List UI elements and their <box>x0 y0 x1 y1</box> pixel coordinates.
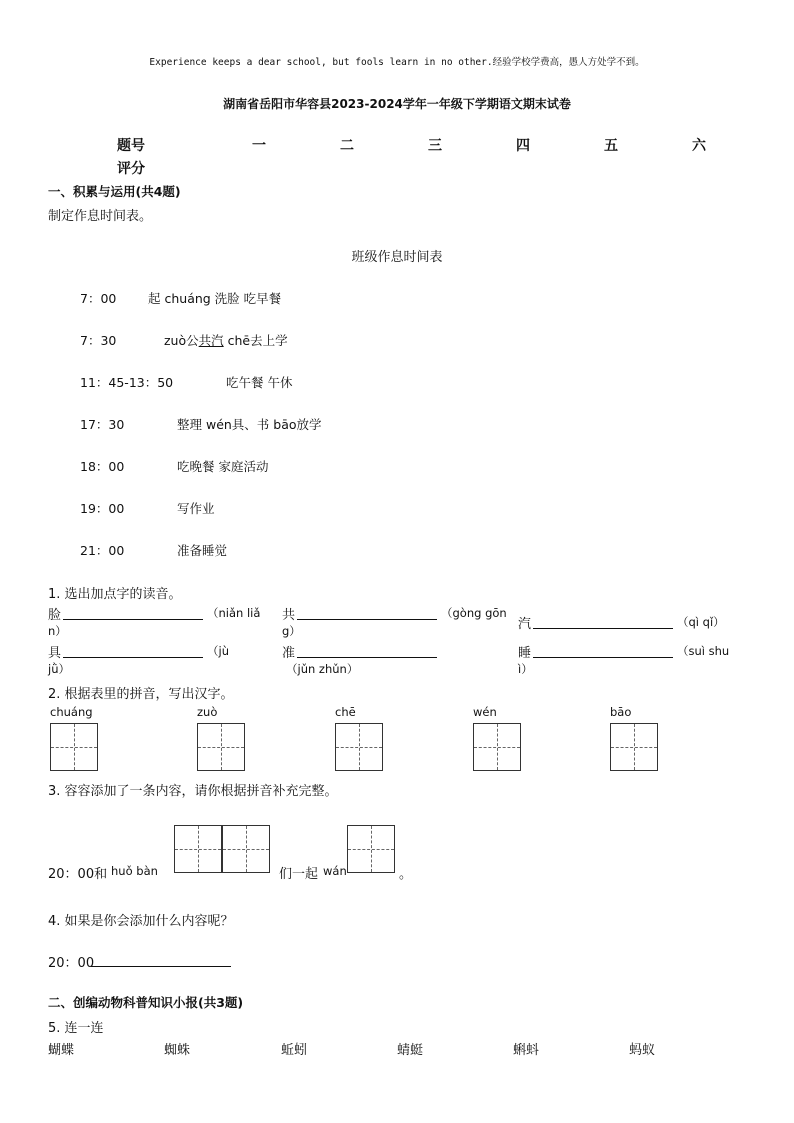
q5-prompt: 5. 连一连 <box>48 1021 104 1036</box>
score-col-1: 一 <box>252 138 266 154</box>
answer-line[interactable] <box>63 619 203 620</box>
schedule-activity: 吃晚餐 家庭活动 <box>177 459 269 474</box>
score-row2-label: 评分 <box>117 161 145 177</box>
answer-line[interactable] <box>533 628 673 629</box>
schedule-time: 11：45-13：50 <box>80 375 174 390</box>
q3-pinyin-1: huǒ bàn <box>111 864 158 878</box>
score-col-2: 二 <box>340 138 354 154</box>
q3-end: 。 <box>399 867 413 882</box>
schedule-activity: 吃午餐 午休 <box>226 375 293 390</box>
q1-char: 共 <box>282 608 296 623</box>
score-col-5: 五 <box>604 138 618 154</box>
q1-char: 睡 <box>518 646 532 661</box>
q2-pinyin: chuáng <box>50 705 93 719</box>
q3-pinyin-2: wán <box>323 864 347 878</box>
q2-pinyin: zuò <box>197 705 218 719</box>
q1-options: （jù <box>207 644 229 658</box>
answer-line[interactable] <box>533 657 673 658</box>
q1-options-cont: n） <box>48 624 67 638</box>
schedule-time: 17：30 <box>80 417 125 432</box>
q2-prompt: 2. 根据表里的拼音，写出汉字。 <box>48 687 234 702</box>
schedule-time: 7：30 <box>80 333 117 348</box>
q3-prefix: 20：00和 <box>48 867 108 882</box>
q4-prompt: 4. 如果是你会添加什么内容呢？ <box>48 914 234 929</box>
q1-options-cont: （jǔn zhǔn） <box>286 662 359 676</box>
q3-middle: 们一起 <box>279 867 319 882</box>
animal-word: 蝌蚪 <box>513 1043 540 1058</box>
q1-char: 汽 <box>518 617 532 632</box>
schedule-time: 18：00 <box>80 459 125 474</box>
writing-grid-box[interactable] <box>197 723 245 771</box>
q1-options-cont: ì） <box>518 662 533 676</box>
writing-grid-box[interactable] <box>473 723 521 771</box>
score-col-6: 六 <box>692 138 706 154</box>
schedule-activity: 整理 wén具、书 bāo放学 <box>177 417 322 432</box>
schedule-activity-post: chē去上学 <box>223 333 288 348</box>
writing-grid-box[interactable] <box>347 825 395 873</box>
answer-line[interactable] <box>91 966 231 967</box>
writing-grid-box[interactable] <box>335 723 383 771</box>
q3-prompt: 3. 容容添加了一条内容，请你根据拼音补充完整。 <box>48 784 338 799</box>
schedule-title: 班级作息时间表 <box>351 250 443 265</box>
animal-word: 蚯蚓 <box>281 1043 308 1058</box>
q1-char: 脸 <box>48 608 62 623</box>
schedule-activity-underlined: 共汽 <box>198 333 224 348</box>
q1-options: （suì shu <box>677 644 730 658</box>
page-motto: Experience keeps a dear school, but fools learn in no other.经验学校学费高，愚人方处学不到。 <box>149 57 645 68</box>
animal-word: 蚂蚁 <box>629 1043 656 1058</box>
score-col-4: 四 <box>516 138 530 154</box>
q1-options: （niǎn liǎ <box>207 606 261 620</box>
animal-word: 蜻蜓 <box>397 1043 424 1058</box>
writing-grid-box[interactable] <box>610 723 658 771</box>
answer-line[interactable] <box>297 619 437 620</box>
q4-prefix: 20：00 <box>48 956 95 971</box>
answer-line[interactable] <box>63 657 203 658</box>
animal-word: 蜘蛛 <box>164 1043 191 1058</box>
answer-line[interactable] <box>297 657 437 658</box>
q2-pinyin: chē <box>335 705 356 719</box>
section1-heading: 一、积累与运用(共4题) <box>48 184 181 199</box>
score-row-label: 题号 <box>117 138 145 154</box>
q1-char: 具 <box>48 646 62 661</box>
schedule-time: 7：00 <box>80 291 117 306</box>
schedule-activity <box>164 331 288 349</box>
schedule-time: 19：00 <box>80 501 125 516</box>
section1-intro: 制定作息时间表。 <box>48 209 153 224</box>
q1-options: （qì qǐ） <box>677 615 725 629</box>
schedule-activity: 写作业 <box>177 501 215 516</box>
q2-pinyin: wén <box>473 705 497 719</box>
q1-options-cont: g） <box>282 624 301 638</box>
q1-prompt: 1. 选出加点字的读音。 <box>48 587 182 602</box>
q1-options: （gòng gōn <box>441 606 507 620</box>
section2-heading: 二、创编动物科普知识小报(共3题) <box>48 995 244 1010</box>
score-col-3: 三 <box>428 138 442 154</box>
schedule-activity: 准备睡觉 <box>177 543 228 558</box>
exam-title: 湖南省岳阳市华容县2023-2024学年一年级下学期语文期末试卷 <box>223 97 571 111</box>
writing-grid-box[interactable] <box>222 825 270 873</box>
writing-grid-box[interactable] <box>174 825 222 873</box>
schedule-time: 21：00 <box>80 543 125 558</box>
q1-char: 准 <box>282 646 296 661</box>
writing-grid-box[interactable] <box>50 723 98 771</box>
q2-pinyin: bāo <box>610 705 632 719</box>
animal-word: 蝴蝶 <box>48 1043 75 1058</box>
schedule-activity-pre: zuò公 <box>164 333 199 348</box>
schedule-activity: 起 chuáng 洗脸 吃早餐 <box>148 291 282 306</box>
q1-options-cont: jǜ） <box>48 662 70 676</box>
